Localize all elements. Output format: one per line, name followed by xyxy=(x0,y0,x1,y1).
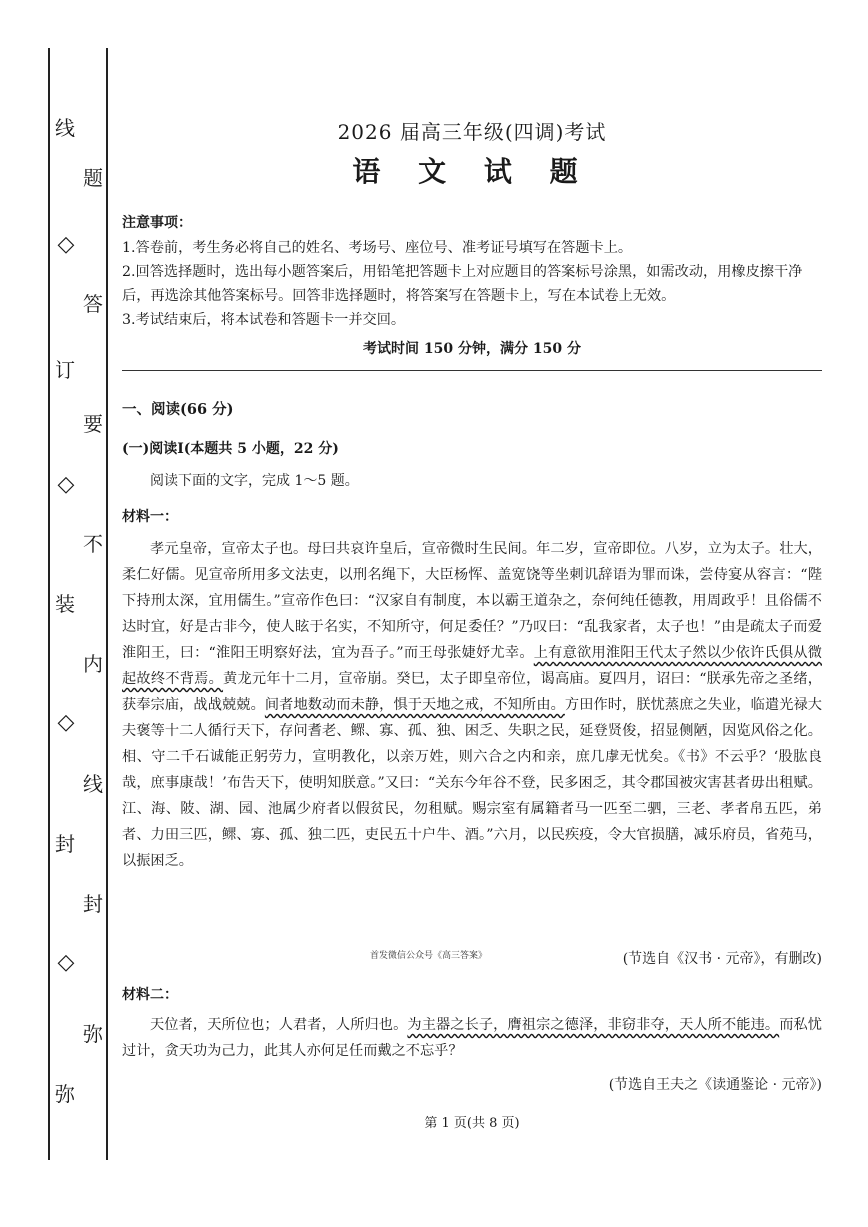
binding-label-da: 答 xyxy=(83,292,103,316)
underlined-sentence: 间者地数动而未静，惧于天地之戒，不知所由。 xyxy=(264,697,565,713)
binding-label-mi-right: 弥 xyxy=(83,1022,103,1046)
binding-label-mi-left: 弥 xyxy=(55,1082,75,1106)
notice-heading: 注意事项： xyxy=(122,215,192,231)
binding-line-inner xyxy=(106,48,108,1160)
underlined-sentence: 为主器之长子，膺祖宗之德泽，非窃非夺，天人所不能违。 xyxy=(407,1017,780,1033)
page-number: 第 1 页(共 8 页) xyxy=(424,1116,520,1131)
binding-diamond: ◇ xyxy=(57,472,75,497)
binding-label-xian-top: 线 xyxy=(55,116,75,140)
subsection-title: (一)阅读Ⅰ(本题共 5 小题，22 分) xyxy=(122,441,339,457)
notice-item: 1.答卷前，考生务必将自己的姓名、考场号、座位号、准考证号填写在答题卡上。 xyxy=(122,240,633,256)
binding-label-xian-mid: 线 xyxy=(83,772,103,796)
source-note: (节选自《汉书 · 元帝》，有删改) xyxy=(622,951,822,967)
material-text-segment: 黄龙元年十二月，宣帝崩。癸巳，太子即皇帝位，谒高庙。夏四月，诏曰：“朕承先帝之圣绪，获奉宗庙，战战兢兢。 xyxy=(122,671,822,713)
binding-label-ding: 订 xyxy=(55,358,75,382)
binding-label-bu: 不 xyxy=(83,532,103,556)
notice-item: 2.回答选择题时，选出每小题答案后，用铅笔把答题卡上对应题目的答案标号涂黑，如需改动，用橡皮擦干净后，再选涂其他答案标号。回答非选择题时，将答案写在答题卡上，写在本试卷上无效。 xyxy=(122,264,803,304)
source-note: (节选自王夫之《读通鉴论 · 元帝》) xyxy=(608,1077,822,1093)
exam-time-info: 考试时间 150 分钟，满分 150 分 xyxy=(363,341,581,357)
material-one-text xyxy=(122,536,822,874)
material-label: 材料一： xyxy=(122,509,178,525)
material-text-segment: 天位者，天所位也；人君者，人所归也。 xyxy=(150,1017,408,1033)
material-text-segment: 孝元皇帝，宣帝太子也。母曰共哀许皇后，宣帝微时生民间。年二岁，宣帝即位。八岁，立为太子。壮大，柔仁好儒。见宣帝所用多文法吏，以刑名绳下，大臣杨恽、盖宽饶等坐刺讥辞语为罪而诛，尝侍宴从容言：“陛下持刑太深，宜用儒生。”宣帝作色曰：“汉家自有制度，本以霸王道杂之，奈何纯任德教，用周政乎！且俗儒不达时宜，好是古非今，使人眩于名实，不知所守，何足委任？”乃叹曰：“乱我家者，太子也！”由是疏太子而爱淮阳王，曰：“淮阳王明察好法，宜为吾子。”而王母张婕妤尤幸。 xyxy=(122,541,822,661)
section-title: 一、阅读(66 分) xyxy=(122,401,234,418)
exam-title: 2026 届高三年级(四调)考试 xyxy=(337,120,607,144)
binding-label-feng-right: 封 xyxy=(83,892,103,916)
divider xyxy=(122,370,822,371)
underlined-sentence: 上有意欲用淮阳王代太子然以少依许氏俱从微起故终不背焉。 xyxy=(122,645,822,687)
binding-label-yao: 要 xyxy=(83,412,103,436)
material-text-segment: 方田作时，朕忧蒸庶之失业，临遣光禄大夫褒等十二人循行天下，存问耆老、鳏、寡、孤、独、困乏、失职之民，延登贤俊，招显侧陋，因览风俗之化。相、守二千石诚能正躬劳力，宣明教化，以亲万姓，则六合之内和亲，庶几虖无忧矣。《书》不云乎？‘股肱良哉，庶事康哉！’布告天下，使明知朕意。”又曰：“关东今年谷不登，民多困乏，其令郡国被灾害甚者毋出租赋。江、海、陂、湖、园、池属少府者以假贫民，勿租赋。赐宗室有属籍者马一匹至二驷，三老、孝者帛五匹，弟者、力田三匹，鳏、寡、孤、独二匹，吏民五十户牛、酒。”六月，以民疾疫，令大官损膳，减乐府员，省苑马，以振困乏。 xyxy=(122,697,822,869)
watermark: 首发微信公众号《高三答案》 xyxy=(370,951,488,961)
subject-title: 语 文 试 题 xyxy=(352,155,592,188)
material-two-text xyxy=(122,1012,822,1064)
binding-diamond: ◇ xyxy=(57,950,75,975)
notice-item: 3.考试结束后，将本试卷和答题卡一并交回。 xyxy=(122,312,406,328)
binding-diamond: ◇ xyxy=(57,710,75,735)
material-text-segment: 而私忧过计，贪天功为己力，此其人亦何足任而戴之不忘乎？ xyxy=(122,1017,822,1059)
binding-label-feng-left: 封 xyxy=(55,832,75,856)
binding-diamond: ◇ xyxy=(57,232,75,257)
binding-label-nei: 内 xyxy=(83,652,103,676)
binding-label-zhuang: 装 xyxy=(55,592,75,616)
instruction: 阅读下面的文字，完成 1～5 题。 xyxy=(150,473,359,489)
binding-line-outer xyxy=(48,48,50,1160)
binding-label-ti: 题 xyxy=(83,166,103,190)
material-label: 材料二： xyxy=(122,987,178,1003)
